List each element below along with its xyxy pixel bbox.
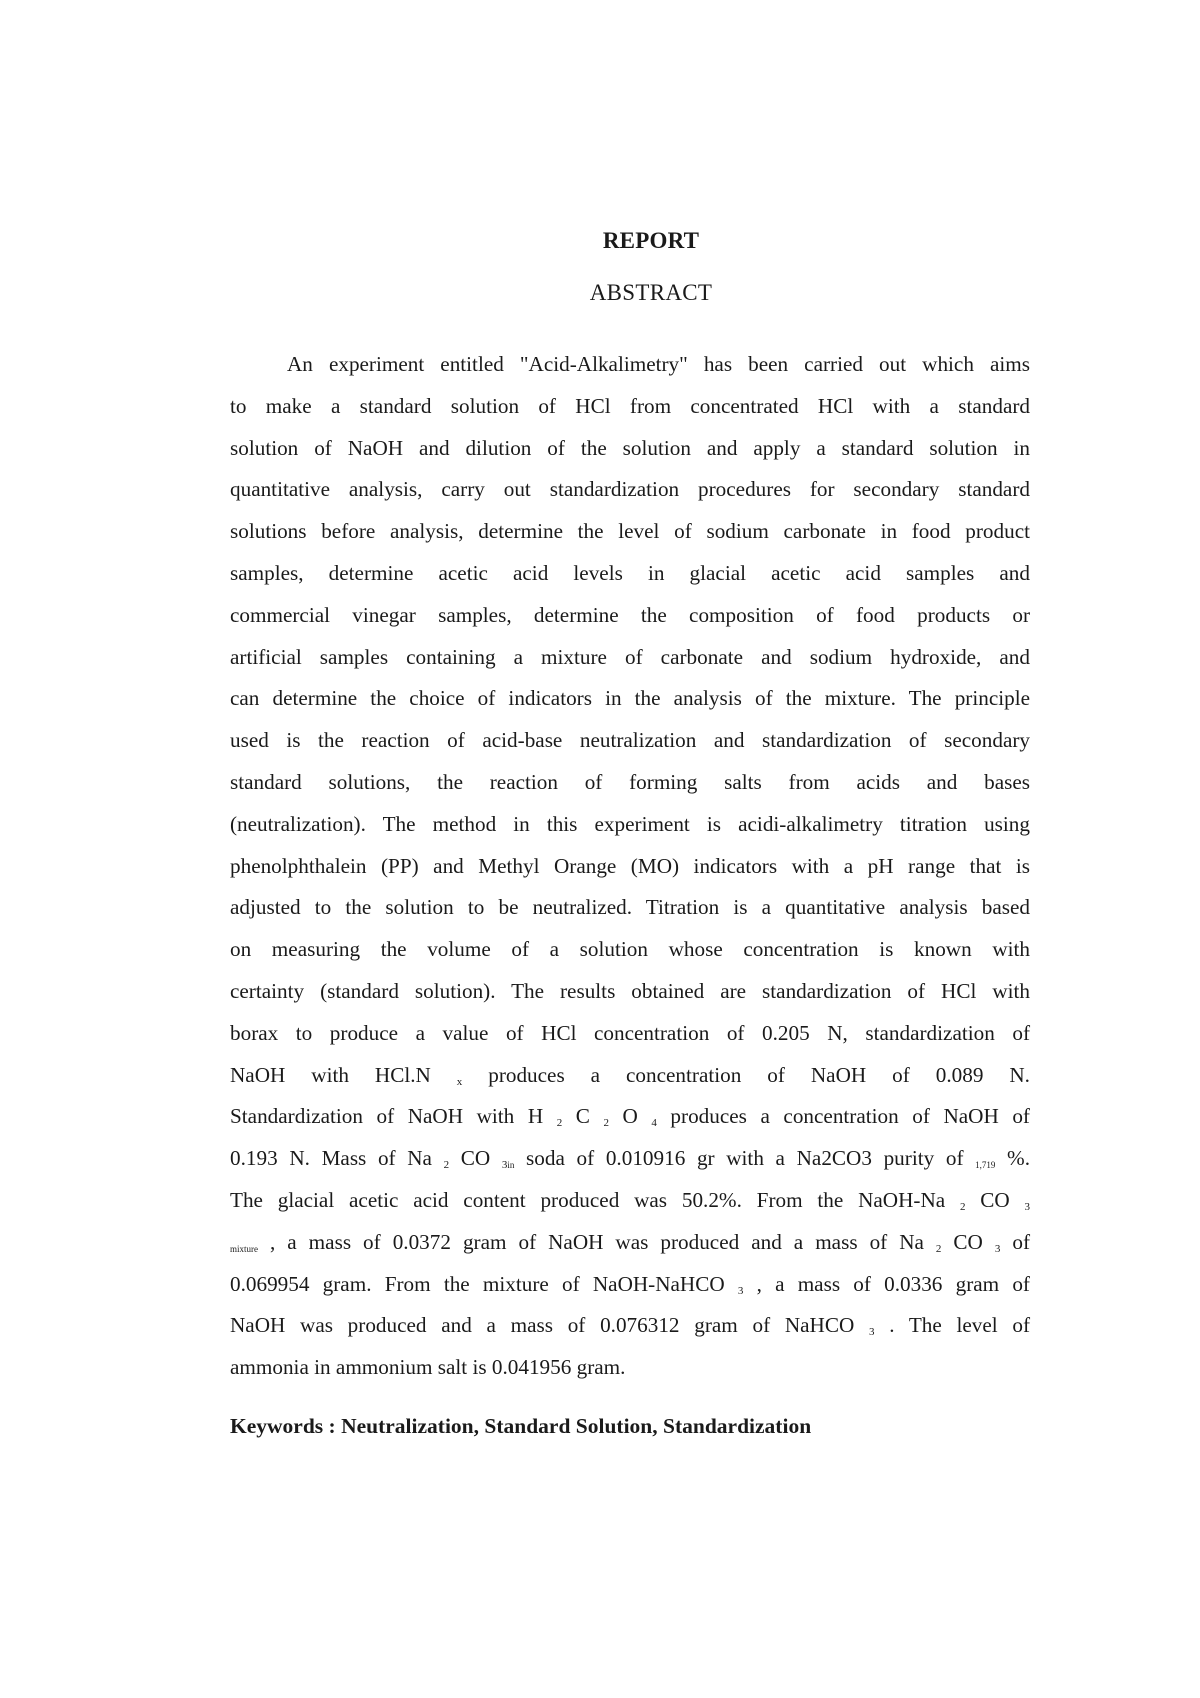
abstract-line: phenolphthalein (PP) and Methyl Orange (MO) indicators with a pH range that is	[230, 853, 1030, 878]
subscript: 3	[1024, 1200, 1030, 1213]
abstract-line: mixture , a mass of 0.0372 gram of NaOH was produced and a mass of Na $_2$ CO $_3$ of	[230, 1229, 1031, 1255]
abstract-line: solutions before analysis, determine the level of sodium carbonate in food product	[230, 519, 1030, 544]
abstract-line: can determine the choice of indicators in the analysis of the mixture. The principle	[230, 686, 1030, 711]
subscript: x	[456, 1075, 463, 1088]
small-subscript-text: in	[507, 1160, 515, 1171]
subscript: 2	[556, 1117, 563, 1130]
abstract-line: solution of NaOH and dilution of the solution and apply a standard solution in	[230, 435, 1030, 460]
abstract-line: samples, determine acetic acid levels in glacial acetic acid samples and	[230, 560, 1030, 585]
subscript: 3	[737, 1284, 744, 1297]
small-subscript-text: mixture	[230, 1243, 258, 1254]
subscript: 2	[935, 1242, 942, 1255]
abstract-line: standard solutions, the reaction of forming salts from acids and bases	[230, 769, 1030, 794]
keywords-line: Keywords : Neutralization, Standard Solution, Standardization	[230, 1414, 812, 1438]
abstract-line: quantitative analysis, carry out standardization procedures for secondary standard	[230, 477, 1030, 502]
abstract-heading: ABSTRACT	[589, 280, 713, 305]
abstract-line: ammonia in ammonium salt is 0.041956 gram.	[230, 1355, 626, 1380]
abstract-line: adjusted to the solution to be neutralized. Titration is a quantitative analysis based	[230, 895, 1030, 920]
abstract-body	[230, 344, 1030, 1389]
abstract-line: on measuring the volume of a solution whose concentration is known with	[230, 937, 1030, 962]
subscript: 3	[868, 1326, 875, 1339]
report-title: REPORT	[602, 228, 700, 253]
subscript: 3	[501, 1159, 508, 1172]
abstract-line: borax to produce a value of HCl concentration of 0.205 N, standardization of	[230, 1020, 1030, 1045]
abstract-line: NaOH with HCl.N $_x$ produces a concentration of NaOH of 0.089 N.	[230, 1062, 1030, 1088]
subscript: 2	[959, 1200, 966, 1213]
abstract-line: 0.069954 gram. From the mixture of NaOH-NaHCO $_3$ , a mass of 0.0336 gram of	[230, 1271, 1030, 1297]
abstract-line: 0.193 N. Mass of Na $_2$ CO $_3$in soda of 0.010916 gr with a Na2CO3 purity of 1,719 %.	[230, 1146, 1031, 1172]
subscript: 3	[994, 1242, 1001, 1255]
abstract-line: (neutralization). The method in this experiment is acidi-alkalimetry titration using	[230, 811, 1030, 836]
abstract-line: Standardization of NaOH with H $_2$ C $_2$ O $_4$ produces a concentration of NaOH of	[230, 1104, 1030, 1130]
subscript: 4	[651, 1117, 657, 1130]
abstract-line: NaOH was produced and a mass of 0.076312 gram of NaHCO $_3$ . The level of	[230, 1313, 1030, 1339]
abstract-line: commercial vinegar samples, determine the composition of food products or	[230, 602, 1030, 627]
abstract-line: artificial samples containing a mixture of carbonate and sodium hydroxide, and	[230, 644, 1030, 669]
subscript: 2	[603, 1117, 609, 1130]
abstract-line: to make a standard solution of HCl from concentrated HCl with a standard	[230, 393, 1030, 418]
small-subscript-text: 1,719	[975, 1160, 996, 1171]
subscript: 2	[443, 1159, 450, 1172]
abstract-line: used is the reaction of acid-base neutralization and standardization of secondary	[230, 728, 1030, 753]
abstract-line: An experiment entitled "Acid-Alkalimetry" has been carried out which aims	[287, 352, 1030, 376]
abstract-line: certainty (standard solution). The results obtained are standardization of HCl with	[230, 978, 1030, 1003]
abstract-line: The glacial acetic acid content produced was 50.2%. From the NaOH-Na $_2$ CO $_3$	[230, 1187, 1030, 1213]
